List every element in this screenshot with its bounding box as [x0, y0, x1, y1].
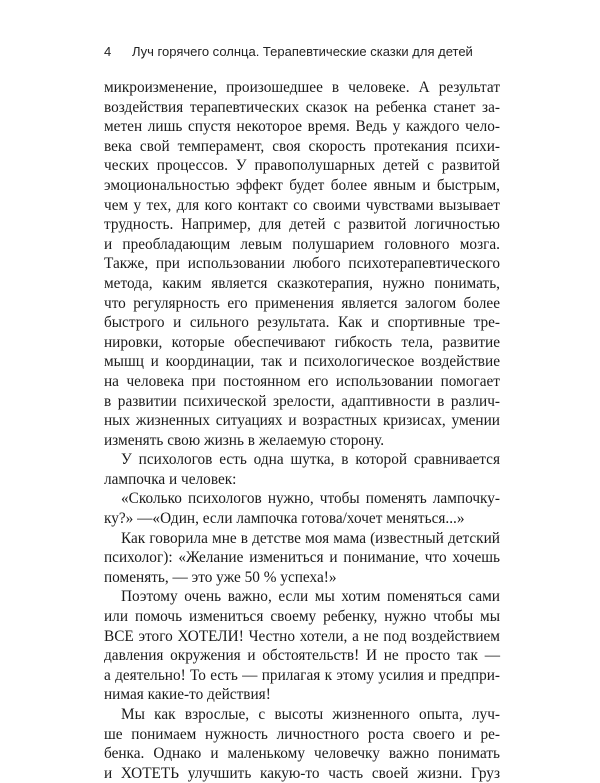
text-line: мышц и координации, так и психологическое воздействие: [104, 353, 500, 371]
text-line: Также, при использовании любого психотерапевтического: [104, 255, 500, 273]
text-line: давления окружения и обстоятельств! И не просто так —: [104, 647, 500, 665]
text-line: ку?» —«Один, если лампочка готова/хочет меняться...»: [104, 510, 465, 528]
body-text: [104, 78, 500, 783]
text-line: ше понимаем нужность личностного роста своего и ре-: [104, 725, 500, 743]
text-line: изменять свою жизнь в желаемую сторону.: [104, 431, 385, 449]
text-line: чем у тех, для кого контакт со своими чувствами вызывает: [104, 196, 500, 214]
text-line: ных жизненных ситуациях и возрастных кризисах, умении: [104, 412, 500, 430]
text-line: а деятельно! То есть — прилагая к этому усилия и предпри-: [104, 666, 500, 684]
text-line: быстрого и сильного результата. Как и спортивные тре-: [104, 314, 500, 332]
text-line: метен лишь спустя некоторое время. Ведь у каждого чело-: [104, 118, 500, 136]
text-line: нировки, которые обеспечивают гибкость тела, развитие: [104, 333, 500, 351]
text-line: Поэтому очень важно, если мы хотим поменяться сами: [121, 588, 500, 606]
text-line: в развитии психической зрелости, адаптивности в различ-: [104, 392, 500, 410]
page-number: 4: [104, 44, 112, 59]
text-line: воздействия терапевтических сказок на ребенка станет за-: [104, 98, 500, 116]
text-line: Мы как взрослые, с высоты жизненного опыта, луч-: [121, 706, 500, 723]
text-line: поменять, — это уже 50 % успеха!»: [104, 568, 337, 586]
text-line: У психологов есть одна шутка, в которой сравнивается: [121, 451, 500, 469]
text-line: психолог): «Желание измениться и понимание, что хочешь: [104, 549, 500, 567]
running-title: Луч горячего солнца. Терапевтические сказки для детей: [132, 44, 473, 59]
text-line: метода, каким является сказкотерапия, нужно понимать,: [104, 274, 500, 292]
text-line: нимая какие-то действия!: [104, 686, 271, 704]
text-line: и преобладающим левым полушарием головного мозга.: [104, 235, 500, 253]
text-line: трудность. Например, для детей с развитой логичностью: [104, 216, 500, 234]
text-line: Как говорила мне в детстве моя мама (известный детский: [121, 529, 500, 547]
text-line: эмоциональностью эффект будет более явным и быстрым,: [104, 176, 500, 194]
text-line: бенка. Однако и маленькому человечку важно понимать: [104, 745, 500, 763]
text-line: ВСЕ этого ХОТЕЛИ! Честно хотели, а не под воздействием: [104, 627, 500, 645]
running-header: [104, 44, 504, 59]
text-line: лампочка и человек:: [104, 470, 237, 488]
text-line: «Сколько психологов нужно, чтобы поменять лампочку-: [121, 490, 500, 508]
text-line: или помочь измениться своему ребенку, нужно чтобы мы: [104, 608, 500, 626]
text-line: и ХОТЕТЬ улучшить какую-то часть своей жизни. Груз: [104, 764, 500, 782]
text-line: века свой темперамент, своя скорость протекания психи-: [104, 137, 500, 155]
text-line: ческих процессов. У правополушарных детей с развитой: [104, 157, 500, 175]
text-line: на человека при постоянном его использовании помогает: [104, 372, 500, 390]
text-line: микроизменение, произошедшее в человеке. А результат: [104, 79, 500, 96]
text-line: что регулярность его применения является залогом более: [104, 294, 500, 312]
